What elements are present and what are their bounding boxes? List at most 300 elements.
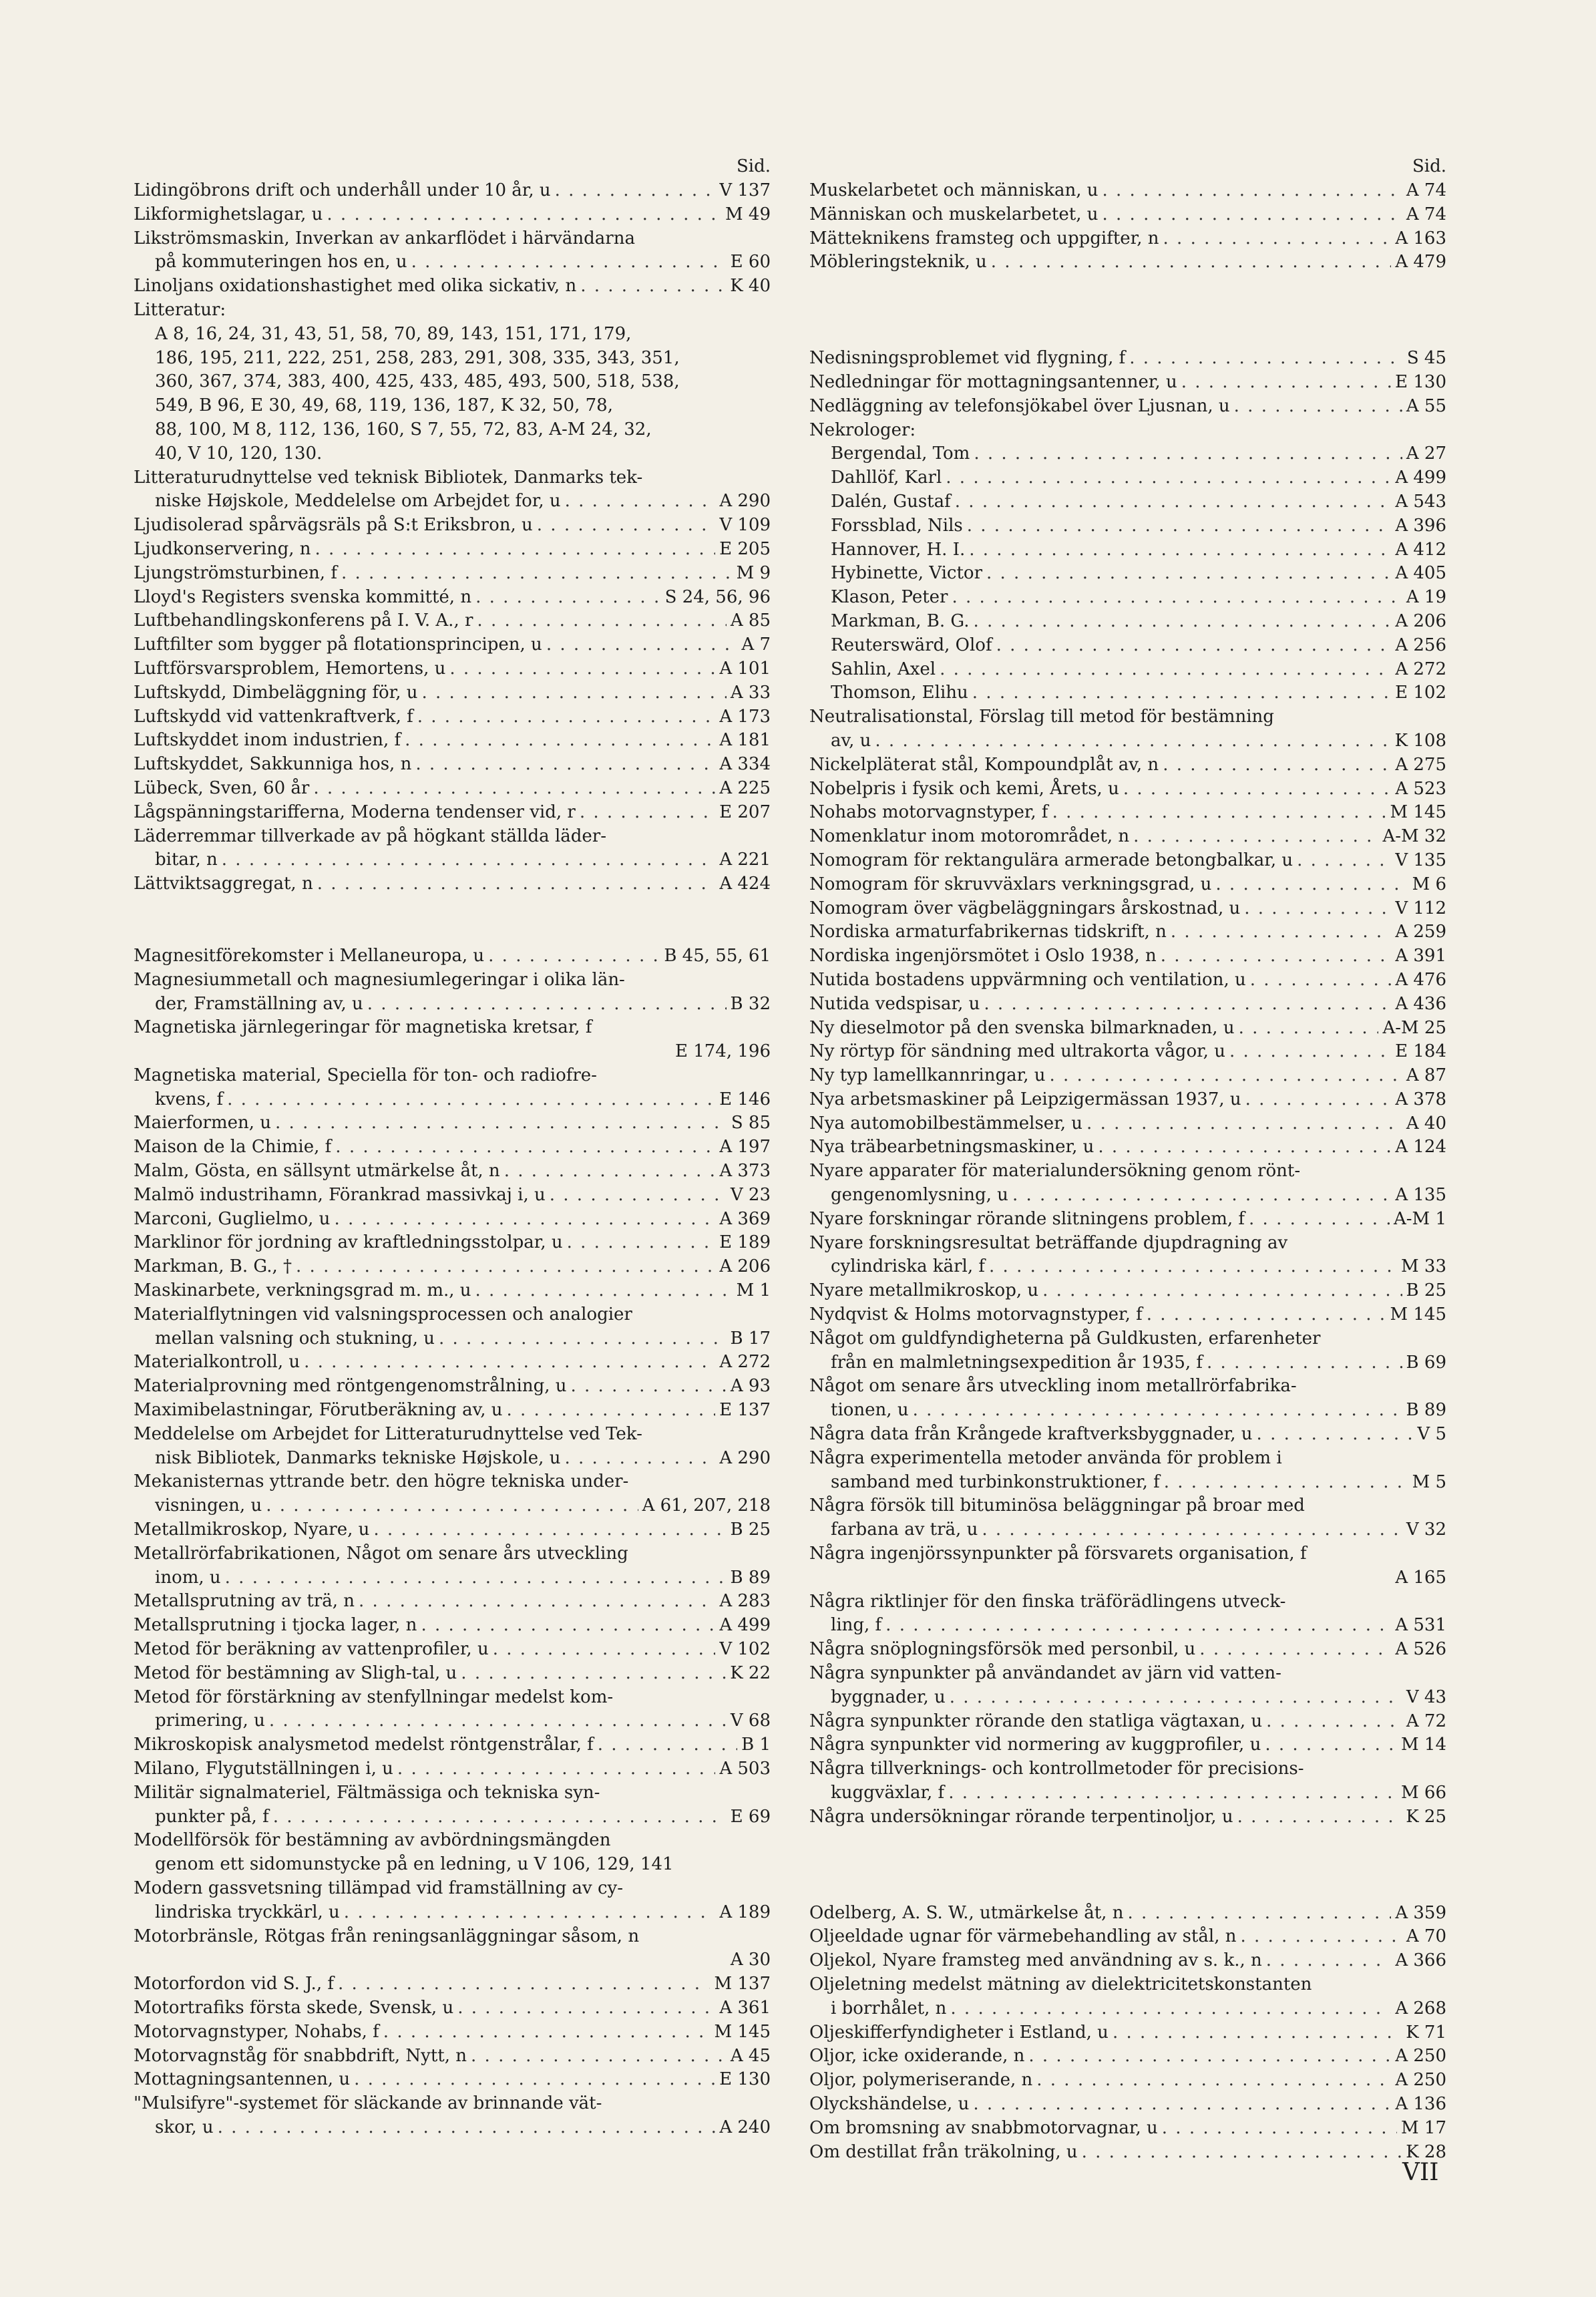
index-page-ref: V 43 bbox=[1406, 1687, 1446, 1707]
index-entry-title: Om destillat från träkolning, u bbox=[809, 2141, 1078, 2162]
index-page-ref: V 112 bbox=[1395, 898, 1446, 918]
index-entry bbox=[809, 1423, 1446, 1447]
leader-dots bbox=[973, 2093, 1391, 2117]
leader-dots bbox=[397, 1757, 715, 1781]
index-page-ref: A 531 bbox=[1395, 1615, 1446, 1636]
leader-dots bbox=[537, 514, 716, 538]
index-entry-text: Meddelelse om Arbejdet for Litteraturudnyttelse ved Tek- bbox=[134, 1423, 642, 1444]
index-entry-text: Några experimentella metoder använda för problem i bbox=[809, 1447, 1282, 1468]
index-entry-title: lindriska tryckkärl, u bbox=[155, 1902, 340, 1922]
leader-dots bbox=[504, 1160, 716, 1184]
index-page-ref: A 391 bbox=[1395, 946, 1446, 966]
index-entry bbox=[809, 1184, 1446, 1208]
index-entry-title: Några synpunkter vid normering av kuggprofiler, u bbox=[809, 1735, 1261, 1755]
index-entry-text: 186, 195, 211, 222, 251, 258, 283, 291, 308, 335, 343, 351, bbox=[155, 347, 680, 368]
leader-dots bbox=[439, 1327, 727, 1351]
index-entry bbox=[809, 1064, 1446, 1088]
index-entry bbox=[134, 633, 771, 657]
index-entry-title: Luftskyddet inom industrien, f bbox=[134, 730, 401, 751]
leader-dots bbox=[1234, 395, 1402, 419]
index-entry bbox=[809, 1925, 1446, 1949]
index-entry-title: Nya träbearbetningsmaskiner, u bbox=[809, 1137, 1094, 1158]
leader-dots bbox=[334, 1208, 715, 1232]
leader-dots bbox=[969, 538, 1391, 562]
index-page-ref: A 101 bbox=[719, 658, 771, 679]
index-entry-title: Dahllöf, Karl bbox=[831, 468, 942, 488]
leader-dots bbox=[359, 1590, 715, 1614]
index-entry-title: Lloyd's Registers svenska kommitté, n bbox=[134, 586, 472, 607]
index-page-ref: A 334 bbox=[719, 754, 771, 775]
index-entry bbox=[809, 1303, 1446, 1327]
index-page-ref: E 130 bbox=[719, 2069, 771, 2090]
leader-dots bbox=[1249, 1208, 1390, 1232]
leader-dots bbox=[580, 801, 715, 825]
index-entry bbox=[809, 586, 1446, 610]
index-entry-title: punkter på, f bbox=[155, 1806, 269, 1827]
index-entry bbox=[809, 993, 1446, 1017]
leader-dots bbox=[477, 609, 726, 633]
index-page-ref: A-M 25 bbox=[1382, 1017, 1446, 1038]
leader-dots bbox=[1049, 1064, 1402, 1088]
leader-dots bbox=[1028, 2045, 1391, 2069]
index-entry bbox=[134, 729, 771, 753]
leader-dots bbox=[1012, 1184, 1391, 1208]
index-page-ref: A 436 bbox=[1395, 993, 1446, 1014]
index-entry-title: Nedisningsproblemet vid flygning, f bbox=[809, 348, 1126, 369]
leader-dots bbox=[885, 1614, 1391, 1638]
index-page-ref: M 17 bbox=[1401, 2117, 1446, 2138]
index-entry-title: Motorfordon vid S. J., f bbox=[134, 1974, 334, 1994]
index-entry bbox=[809, 466, 1446, 490]
index-page-ref: A 165 bbox=[1395, 1567, 1446, 1588]
leader-dots bbox=[1240, 1925, 1402, 1949]
index-entry-text: Magnesiummetall och magnesiumlegeringar i olika län- bbox=[134, 969, 625, 990]
leader-dots bbox=[565, 490, 716, 514]
leader-dots bbox=[1163, 753, 1391, 777]
index-entry-title: Nomogram över vägbeläggningars årskostnad, u bbox=[809, 898, 1241, 918]
index-page-ref: A 526 bbox=[1395, 1639, 1446, 1660]
index-entry-title: Metallmikroskop, Nyare, u bbox=[134, 1520, 370, 1540]
index-page-ref: A 45 bbox=[730, 2045, 771, 2066]
index-entry-title: Oljeskifferfyndigheter i Estland, u bbox=[809, 2022, 1109, 2043]
index-entry bbox=[809, 2021, 1446, 2045]
leader-dots bbox=[317, 872, 716, 896]
index-entry-title: från en malmletningsexpedition år 1935, f bbox=[831, 1352, 1203, 1373]
index-entry bbox=[809, 2141, 1446, 2165]
index-entry bbox=[134, 1733, 771, 1757]
index-entry-title: cylindriska kärl, f bbox=[831, 1256, 986, 1277]
index-entry-title: visningen, u bbox=[155, 1495, 262, 1516]
section-gap bbox=[134, 896, 771, 944]
leader-dots bbox=[475, 1279, 733, 1303]
index-entry bbox=[134, 562, 771, 586]
index-entry bbox=[809, 1351, 1446, 1375]
index-entry-title: Nutida bostadens uppvärmning och ventilation, u bbox=[809, 969, 1246, 990]
leader-dots bbox=[222, 848, 716, 872]
index-entry-text: Neutralisationstal, Förslag till metod för bestämning bbox=[809, 707, 1274, 727]
index-entry bbox=[809, 610, 1446, 634]
leader-dots bbox=[1102, 179, 1402, 203]
index-page-ref: A-M 32 bbox=[1382, 826, 1446, 847]
index-entry bbox=[809, 1040, 1446, 1064]
index-page-ref: S 24, 56, 96 bbox=[664, 586, 771, 607]
index-entry-title: Nya automobilbestämmelser, u bbox=[809, 1113, 1083, 1133]
leader-dots bbox=[506, 1399, 715, 1423]
index-entry bbox=[134, 848, 771, 872]
index-entry bbox=[809, 825, 1446, 849]
index-entry bbox=[134, 1901, 771, 1925]
index-page-ref: B 25 bbox=[730, 1520, 771, 1540]
index-entry bbox=[134, 1375, 771, 1399]
index-entry bbox=[134, 1566, 771, 1590]
index-entry bbox=[809, 1518, 1446, 1542]
index-entry-title: Nohabs motorvagnstyper, f bbox=[809, 802, 1048, 823]
index-entry-title: Materialkontroll, u bbox=[134, 1352, 301, 1373]
index-entry-text: Några synpunkter på användandet av järn vid vatten- bbox=[809, 1663, 1281, 1684]
index-entry bbox=[809, 897, 1446, 921]
index-entry bbox=[134, 2068, 771, 2092]
index-entry-title: av, u bbox=[831, 730, 871, 751]
index-entry bbox=[134, 1351, 771, 1375]
index-page-ref: A 197 bbox=[719, 1137, 771, 1158]
index-entry bbox=[809, 1710, 1446, 1734]
leader-dots bbox=[315, 538, 716, 562]
index-page-ref: V 32 bbox=[1406, 1520, 1446, 1540]
left-column bbox=[134, 155, 771, 2140]
index-entry-title: Motorvagnståg för snabbdrift, Nytt, n bbox=[134, 2045, 467, 2066]
index-entry-text: Magnetiska material, Speciella för ton- och radiofre- bbox=[134, 1065, 597, 1085]
index-entry-title: Motortrafiks första skede, Svensk, u bbox=[134, 1997, 454, 2018]
leader-dots bbox=[1113, 2021, 1402, 2045]
index-entry-title: tionen, u bbox=[831, 1400, 909, 1421]
index-page-ref: A 268 bbox=[1395, 1998, 1446, 2018]
index-entry bbox=[809, 227, 1446, 251]
index-entry bbox=[809, 514, 1446, 538]
index-page-ref: K 40 bbox=[730, 276, 771, 297]
index-entry-text: Läderremmar tillverkade av på högkant ställda läder- bbox=[134, 826, 607, 846]
index-page-ref: A 479 bbox=[1395, 252, 1446, 273]
index-page-ref: B 89 bbox=[1406, 1400, 1446, 1421]
index-entry bbox=[809, 371, 1446, 395]
leader-dots bbox=[296, 1255, 715, 1279]
leader-dots bbox=[461, 1662, 726, 1686]
index-page-ref: A 366 bbox=[1395, 1950, 1446, 1971]
index-page-ref: A 290 bbox=[719, 1447, 771, 1468]
index-entry bbox=[809, 1638, 1446, 1662]
index-page-ref: E 207 bbox=[719, 802, 771, 822]
index-page-ref: A 369 bbox=[719, 1208, 771, 1229]
index-page-ref: B 45, 55, 61 bbox=[664, 945, 771, 966]
index-entry bbox=[134, 1590, 771, 1614]
index-page-ref: A 124 bbox=[1395, 1137, 1446, 1158]
index-entry-text: 360, 367, 374, 383, 400, 425, 433, 485, 493, 500, 518, 538, bbox=[155, 371, 680, 392]
index-entry-title: Linoljans oxidationshastighet med olika sickativ, n bbox=[134, 276, 577, 297]
index-entry bbox=[809, 1781, 1446, 1805]
index-entry-title: Ljudisolerad spårvägsräls på S:t Eriksbron, u bbox=[134, 515, 533, 536]
index-entry-title: Mikroskopisk analysmetod medelst röntgenstrålar, f bbox=[134, 1735, 594, 1755]
leader-dots bbox=[327, 203, 721, 227]
index-page-ref: A 87 bbox=[1406, 1065, 1446, 1086]
index-page-ref: A 189 bbox=[719, 1902, 771, 1922]
section-gap bbox=[809, 1878, 1446, 1902]
index-entry bbox=[809, 944, 1446, 968]
index-entry-title: Nomogram för rektangulära armerade betongbalkar, u bbox=[809, 850, 1293, 870]
leader-dots bbox=[341, 562, 733, 586]
index-entry bbox=[134, 179, 771, 203]
index-entry bbox=[134, 993, 771, 1017]
index-page-ref: M 1 bbox=[736, 1280, 771, 1301]
index-entry bbox=[134, 250, 771, 275]
leader-dots bbox=[367, 993, 727, 1017]
index-entry bbox=[809, 347, 1446, 371]
index-entry bbox=[809, 1902, 1446, 1926]
index-entry bbox=[809, 538, 1446, 562]
leader-dots bbox=[421, 1614, 715, 1638]
index-page-ref: A 74 bbox=[1406, 180, 1446, 200]
index-entry bbox=[134, 705, 771, 729]
index-entry-title: Mätteknikens framsteg och uppgifter, n bbox=[809, 228, 1159, 248]
index-page-ref: E 205 bbox=[719, 538, 771, 559]
index-entry bbox=[809, 1997, 1446, 2021]
leader-dots bbox=[1244, 897, 1391, 921]
index-entry-title: mellan valsning och stukning, u bbox=[155, 1328, 435, 1349]
index-entry bbox=[134, 1972, 771, 1996]
leader-dots bbox=[405, 729, 715, 753]
index-page-ref: A 85 bbox=[730, 610, 771, 631]
index-entry bbox=[134, 657, 771, 681]
leader-dots bbox=[1042, 1279, 1402, 1303]
index-entry-title: Nedläggning av telefonsjökabel över Ljusnan, u bbox=[809, 395, 1230, 416]
index-page-ref: A 359 bbox=[1395, 1902, 1446, 1923]
index-entry-title: ling, f bbox=[831, 1615, 882, 1636]
leader-dots bbox=[227, 1088, 715, 1112]
index-entry-text: Några försök till bituminösa beläggningar på broar med bbox=[809, 1495, 1305, 1516]
index-entry bbox=[134, 1614, 771, 1638]
index-entry-title: Malmö industrihamn, Förankrad massivkaj i, u bbox=[134, 1184, 546, 1205]
leader-dots bbox=[1215, 873, 1408, 897]
leader-dots bbox=[344, 1901, 716, 1925]
index-entry bbox=[809, 1088, 1446, 1112]
index-entry-title: på kommuteringen hos en, u bbox=[155, 252, 407, 273]
index-entry-title: Magnesitförekomster i Mellaneuropa, u bbox=[134, 945, 485, 966]
index-entry-title: Några data från Krångede kraftverksbyggnader, u bbox=[809, 1424, 1253, 1445]
index-entry-title: Mottagningsantennen, u bbox=[134, 2069, 351, 2090]
index-page-ref: A 503 bbox=[719, 1759, 771, 1779]
index-entry-title: Maximibelastningar, Förutberäkning av, u bbox=[134, 1400, 503, 1421]
leader-dots bbox=[275, 1111, 727, 1135]
index-entry-text: Oljeletning medelst mätning av dielektricitetskonstanten bbox=[809, 1974, 1312, 1994]
index-page-ref: A 250 bbox=[1395, 2046, 1446, 2067]
index-page-ref: M 66 bbox=[1401, 1783, 1446, 1803]
index-entry-title: Oljor, polymeriserande, n bbox=[809, 2070, 1033, 2091]
index-entry-title: Möbleringsteknik, u bbox=[809, 252, 987, 273]
index-page-ref: V 68 bbox=[730, 1711, 771, 1731]
index-page-ref: A 272 bbox=[719, 1352, 771, 1373]
index-page-ref: M 145 bbox=[714, 2021, 771, 2042]
leader-dots bbox=[967, 514, 1392, 538]
index-page-ref: V 109 bbox=[719, 515, 771, 536]
leader-dots bbox=[225, 1566, 727, 1590]
index-entry bbox=[809, 681, 1446, 705]
index-page-ref: M 9 bbox=[736, 562, 771, 583]
leader-dots bbox=[913, 1399, 1402, 1423]
index-page-ref: A 93 bbox=[730, 1376, 771, 1397]
index-entry-title: byggnader, u bbox=[831, 1687, 946, 1707]
leader-dots bbox=[1147, 1303, 1386, 1327]
index-entry-title: Forssblad, Nils bbox=[831, 515, 963, 536]
index-entry-title: Marconi, Guglielmo, u bbox=[134, 1208, 331, 1229]
index-entry-text: Nyare apparater för materialundersökning genom rönt- bbox=[809, 1161, 1301, 1182]
page-number: VII bbox=[1402, 2159, 1439, 2186]
leader-dots bbox=[1161, 944, 1392, 968]
leader-dots bbox=[555, 179, 716, 203]
index-entry-title: Motorvagnstyper, Nohabs, f bbox=[134, 2021, 379, 2042]
index-entry bbox=[134, 1805, 771, 1829]
index-page-ref: A 499 bbox=[719, 1615, 771, 1636]
leader-dots bbox=[1207, 1351, 1402, 1375]
index-page-ref: A 275 bbox=[1395, 754, 1446, 775]
index-page-ref: E 130 bbox=[1395, 371, 1446, 392]
index-page-ref: A 27 bbox=[1406, 444, 1446, 464]
leader-dots bbox=[373, 1518, 726, 1542]
index-entry-title: Sahlin, Axel bbox=[831, 659, 936, 679]
index-entry bbox=[809, 2045, 1446, 2069]
index-entry-title: Ljudkonservering, n bbox=[134, 538, 311, 559]
leader-dots bbox=[304, 1351, 715, 1375]
index-entry-text: 40, V 10, 120, 130. bbox=[155, 443, 323, 464]
index-page-ref: A 476 bbox=[1395, 969, 1446, 990]
leader-dots bbox=[564, 1447, 715, 1471]
index-entry-title: Maison de la Chimie, f bbox=[134, 1137, 332, 1158]
index-entry bbox=[809, 1471, 1446, 1495]
index-entry bbox=[134, 203, 771, 227]
leader-dots bbox=[955, 490, 1392, 514]
index-entry bbox=[809, 753, 1446, 777]
index-entry bbox=[809, 849, 1446, 873]
index-page-ref: A 221 bbox=[719, 850, 771, 870]
index-page-ref: A 163 bbox=[1395, 228, 1446, 248]
index-page-ref: A 272 bbox=[1395, 659, 1446, 679]
index-entry bbox=[134, 1996, 771, 2020]
index-entry-text: Magnetiska järnlegeringar för magnetiska kretsar, f bbox=[134, 1017, 592, 1038]
leader-dots bbox=[546, 633, 738, 657]
index-page-ref: A 33 bbox=[730, 682, 771, 703]
index-entry-title: Luftfilter som bygger på flotationsprincipen, u bbox=[134, 635, 542, 655]
index-page-ref: A 72 bbox=[1406, 1711, 1446, 1731]
leader-dots bbox=[571, 1375, 727, 1399]
index-page-ref: V 5 bbox=[1417, 1424, 1446, 1445]
leader-dots bbox=[488, 944, 660, 968]
index-entry-title: Lübeck, Sven, 60 år bbox=[134, 777, 310, 798]
index-entry bbox=[809, 1686, 1446, 1710]
index-entry bbox=[809, 777, 1446, 802]
leader-dots bbox=[989, 1255, 1397, 1279]
index-entry bbox=[134, 275, 771, 299]
index-entry-title: Nya arbetsmaskiner på Leipzigermässan 1937, u bbox=[809, 1089, 1241, 1109]
leader-dots bbox=[273, 1805, 727, 1829]
index-page-ref: B 69 bbox=[1406, 1352, 1446, 1373]
index-page-ref: A 259 bbox=[1395, 922, 1446, 942]
index-entry-title: Hybinette, Victor bbox=[831, 563, 982, 584]
index-entry bbox=[134, 1399, 771, 1423]
index-entry-title: Ny typ lamellkannringar, u bbox=[809, 1065, 1046, 1086]
index-entry-title: samband med turbinkonstruktioner, f bbox=[831, 1471, 1160, 1492]
index-entry-title: Nyare metallmikroskop, u bbox=[809, 1280, 1039, 1301]
index-page-ref: A 206 bbox=[1395, 610, 1446, 631]
index-entry bbox=[134, 2045, 771, 2069]
index-entry-title: Nutida vedspisar, u bbox=[809, 993, 980, 1014]
index-entry-title: Nyare forskningar rörande slitningens problem, f bbox=[809, 1208, 1245, 1229]
index-page-ref: A 55 bbox=[1406, 395, 1446, 416]
index-page-ref: K 108 bbox=[1394, 730, 1446, 751]
index-entry-title: skor, u bbox=[155, 2117, 214, 2137]
index-entry-title: Milano, Flygutställningen i, u bbox=[134, 1759, 393, 1779]
index-page-ref: A 74 bbox=[1406, 204, 1446, 224]
index-entry-title: Maierformen, u bbox=[134, 1113, 272, 1133]
index-page-ref: A 396 bbox=[1395, 515, 1446, 536]
index-page-ref: A 40 bbox=[1406, 1113, 1446, 1133]
index-entry bbox=[134, 1279, 771, 1303]
index-entry-text: 549, B 96, E 30, 49, 68, 119, 136, 187, K 32, 50, 78, bbox=[155, 395, 613, 416]
leader-dots bbox=[449, 657, 715, 681]
index-entry bbox=[134, 944, 771, 968]
index-page-ref: A 424 bbox=[719, 874, 771, 894]
index-entry bbox=[134, 2020, 771, 2045]
leader-dots bbox=[1162, 2117, 1397, 2141]
index-entry-title: Lågspänningstarifferna, Moderna tendenser vid, r bbox=[134, 802, 576, 822]
index-page-ref: A 250 bbox=[1395, 2070, 1446, 2091]
index-entry-text: Några ingenjörssynpunkter på försvarets organisation, f bbox=[809, 1544, 1307, 1564]
section-gap bbox=[809, 275, 1446, 323]
index-page-ref: S 45 bbox=[1406, 348, 1446, 369]
index-page-ref: M 33 bbox=[1401, 1256, 1446, 1277]
index-entry-title: Oljeeldade ugnar för värmebehandling av stål, n bbox=[809, 1926, 1237, 1947]
index-page-ref: V 102 bbox=[719, 1639, 771, 1660]
index-entry bbox=[134, 609, 771, 633]
index-entry-text: Något om guldfyndigheterna på Guldkusten, erfarenheter bbox=[809, 1328, 1321, 1349]
index-entry-title: Några undersökningar rörande terpentinoljor, u bbox=[809, 1806, 1233, 1827]
index-entry-title: Malm, Gösta, en sällsynt utmärkelse åt, n bbox=[134, 1161, 500, 1182]
index-page-ref: M 137 bbox=[714, 1974, 771, 1994]
index-entry-title: der, Framställning av, u bbox=[155, 993, 363, 1014]
leader-dots bbox=[598, 1733, 737, 1757]
index-page-ref: A 405 bbox=[1395, 563, 1446, 584]
index-entry bbox=[134, 1160, 771, 1184]
leader-dots bbox=[973, 610, 1391, 634]
leader-dots bbox=[991, 250, 1392, 275]
index-entry-text: Motorbränsle, Rötgas från reningsanläggningar såsom, n bbox=[134, 1926, 640, 1946]
leader-dots bbox=[475, 586, 661, 610]
index-page-ref: A 30 bbox=[730, 1950, 771, 1970]
index-entry bbox=[809, 1279, 1446, 1303]
index-entry bbox=[134, 681, 771, 705]
index-page-ref: A 412 bbox=[1395, 539, 1446, 560]
index-page-ref: E 189 bbox=[719, 1232, 771, 1253]
index-entry bbox=[134, 538, 771, 562]
leader-dots bbox=[1102, 203, 1402, 227]
leader-dots bbox=[1123, 777, 1391, 802]
index-entry-title: Dalén, Gustaf bbox=[831, 491, 951, 512]
index-page-ref: K 71 bbox=[1406, 2022, 1446, 2043]
index-entry-title: Metod för beräkning av vattenprofiler, u bbox=[134, 1639, 489, 1660]
index-page-ref: A 373 bbox=[719, 1161, 771, 1182]
index-entry-title: Klason, Peter bbox=[831, 587, 948, 608]
index-page-ref: A 283 bbox=[719, 1591, 771, 1612]
leader-dots bbox=[421, 681, 726, 705]
index-entry-text: Modellförsök för bestämning av avbördningsmängden bbox=[134, 1830, 611, 1851]
index-page-ref: M 145 bbox=[1390, 1304, 1446, 1325]
leader-dots bbox=[1297, 849, 1391, 873]
